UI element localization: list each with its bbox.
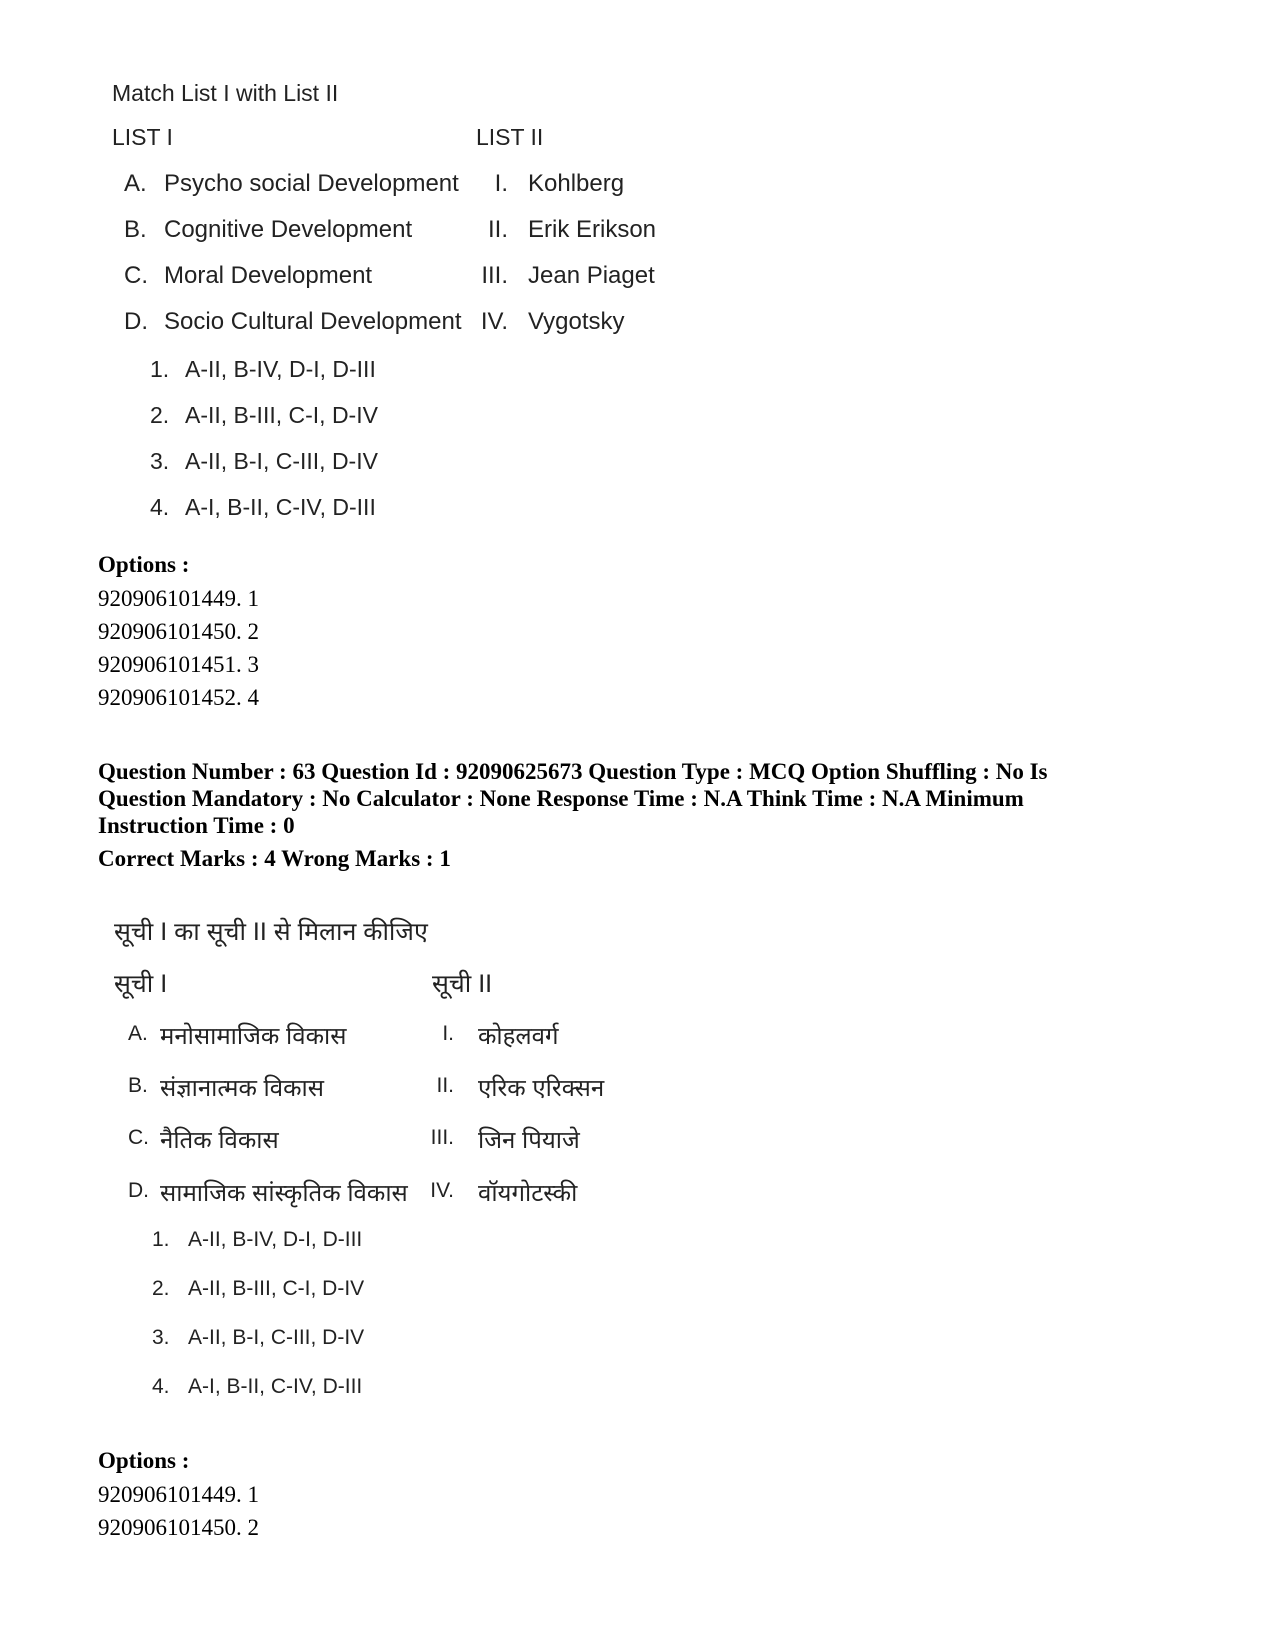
answer-text: A-I, B-II, C-IV, D-III: [185, 494, 376, 520]
answer-number: 2.: [150, 402, 170, 428]
answer-number: 4.: [150, 494, 170, 520]
answer-text: A-I, B-II, C-IV, D-III: [188, 1375, 363, 1398]
row-numeral: III.: [481, 262, 508, 289]
row-item: Moral Development: [164, 262, 373, 289]
row-match: Vygotsky: [528, 308, 625, 335]
row-item: Psycho social Development: [164, 170, 459, 197]
row-item: मनोसामाजिक विकास: [160, 1023, 347, 1050]
row-numeral: II.: [436, 1074, 454, 1097]
row-letter: D.: [128, 1179, 149, 1202]
answer-number: 1.: [150, 356, 170, 382]
row-letter: A.: [124, 170, 147, 197]
marks-line: Correct Marks : 4 Wrong Marks : 1: [98, 846, 451, 871]
row-numeral: II.: [487, 216, 508, 243]
row-item: संज्ञानात्मक विकास: [160, 1075, 324, 1102]
row-match: एरिक एरिक्सन: [478, 1075, 605, 1102]
list2-heading-hi: सूची II: [432, 970, 493, 998]
answer-text: A-II, B-IV, D-I, D-III: [185, 356, 376, 382]
row-numeral: I.: [494, 170, 508, 197]
list2-heading: LIST II: [476, 124, 544, 150]
row-letter: B.: [128, 1074, 148, 1097]
answer-number: 3.: [150, 448, 170, 474]
row-item: Cognitive Development: [164, 216, 413, 243]
row-numeral: IV.: [430, 1179, 454, 1202]
row-match: कोहलवर्ग: [478, 1023, 559, 1050]
row-item: Socio Cultural Development: [164, 308, 462, 335]
answer-number: 1.: [152, 1228, 170, 1251]
row-numeral: III.: [430, 1126, 454, 1149]
option-item: 920906101450. 2: [98, 619, 259, 644]
row-match: Jean Piaget: [528, 262, 655, 289]
question-meta-line2: Question Mandatory : No Calculator : None Response Time : N.A Think Time : N.A Minimum: [98, 786, 1024, 811]
answer-number: 3.: [152, 1326, 170, 1349]
question-hi-title: सूची I का सूची II से मिलान कीजिए: [114, 918, 428, 946]
list1-heading-hi: सूची I: [114, 970, 168, 998]
option-item: 920906101451. 3: [98, 652, 259, 677]
row-letter: A.: [128, 1022, 148, 1045]
answer-number: 2.: [152, 1277, 170, 1300]
options-label: Options :: [98, 1448, 190, 1473]
row-match: Kohlberg: [528, 170, 625, 197]
option-item: 920906101450. 2: [98, 1515, 259, 1540]
options-label: Options :: [98, 552, 190, 577]
answer-text: A-II, B-I, C-III, D-IV: [188, 1326, 365, 1349]
answer-number: 4.: [152, 1375, 170, 1398]
row-letter: D.: [124, 308, 148, 335]
question-meta-line1: Question Number : 63 Question Id : 92090625673 Question Type : MCQ Option Shuffling : No Is: [98, 759, 1048, 784]
row-letter: C.: [128, 1126, 149, 1149]
row-match: वॉयगोटस्की: [478, 1180, 578, 1207]
row-item: सामाजिक सांस्कृतिक विकास: [160, 1180, 408, 1207]
answer-text: A-II, B-I, C-III, D-IV: [185, 448, 378, 474]
question-en-title: Match List I with List II: [112, 80, 339, 106]
row-letter: C.: [124, 262, 148, 289]
row-numeral: IV.: [480, 308, 508, 335]
option-item: 920906101449. 1: [98, 1482, 259, 1507]
list1-heading: LIST I: [112, 124, 173, 150]
answer-text: A-II, B-III, C-I, D-IV: [188, 1277, 365, 1300]
row-match: Erik Erikson: [528, 216, 657, 243]
row-numeral: I.: [442, 1022, 454, 1045]
answer-text: A-II, B-III, C-I, D-IV: [185, 402, 378, 428]
row-match: जिन पियाजे: [478, 1127, 580, 1154]
option-item: 920906101452. 4: [98, 685, 259, 710]
option-item: 920906101449. 1: [98, 586, 259, 611]
row-item: नैतिक विकास: [160, 1127, 279, 1154]
answer-text: A-II, B-IV, D-I, D-III: [188, 1228, 363, 1251]
question-meta-line3: Instruction Time : 0: [98, 813, 295, 838]
row-letter: B.: [124, 216, 147, 243]
